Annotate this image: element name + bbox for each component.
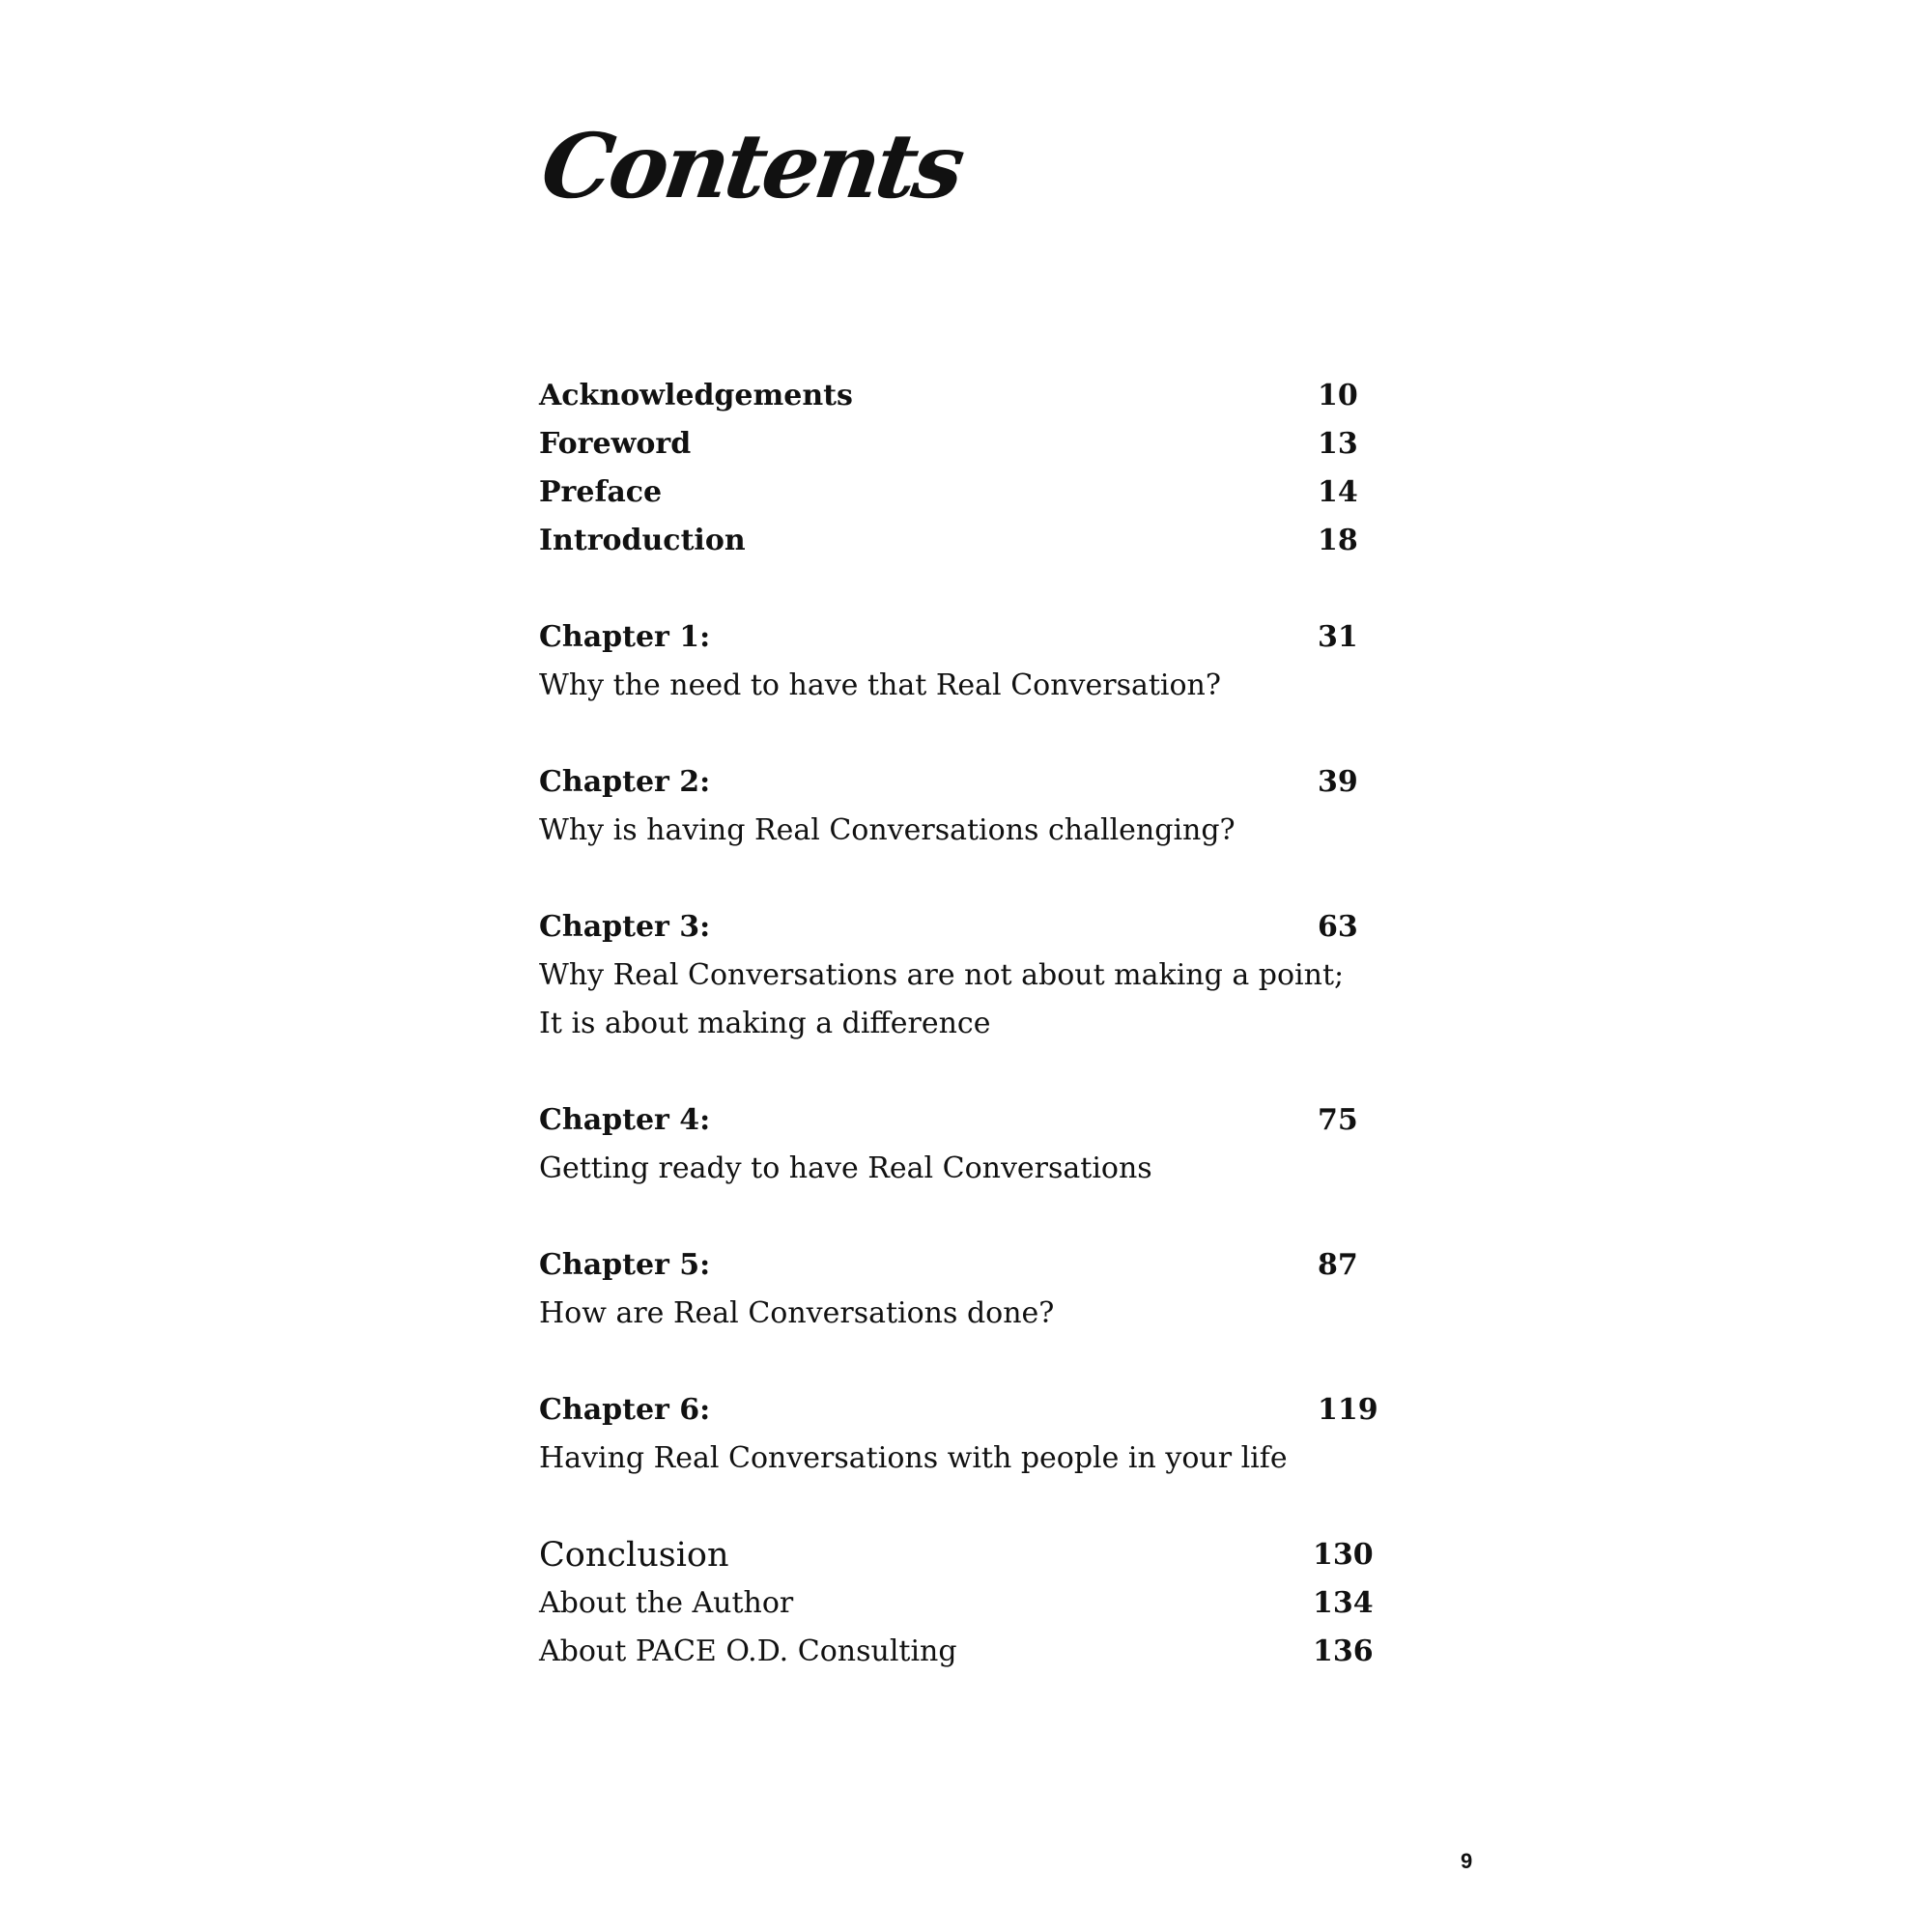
spacer (539, 1483, 1370, 1531)
chapter-title-continued: It is about making a difference (539, 1007, 991, 1040)
page-number: 9 (1461, 1849, 1473, 1873)
toc-entry-page: 130 (1313, 1538, 1374, 1572)
toc-entry-page: 14 (1318, 475, 1358, 509)
chapter-page: 119 (1318, 1393, 1378, 1427)
chapter-title: Why Real Conversations are not about making a point; (539, 958, 1345, 992)
spacer (539, 1338, 1370, 1386)
spacer (539, 1048, 1370, 1096)
toc-entry-label: Acknowledgements (539, 379, 853, 412)
toc-entry-page: 13 (1318, 427, 1358, 461)
toc-entry-label: Conclusion (539, 1536, 729, 1575)
chapter-page: 39 (1318, 765, 1358, 799)
toc-entry-chapter-2 (539, 758, 1370, 807)
toc-entry-foreword (539, 420, 1370, 469)
spacer (539, 855, 1370, 903)
toc-entry-about-author (539, 1579, 1374, 1628)
chapter-title: How are Real Conversations done? (539, 1296, 1055, 1330)
toc-entry-label: About the Author (539, 1586, 794, 1620)
toc-entry-about-pace (539, 1628, 1374, 1676)
toc-entry-label: Preface (539, 475, 663, 509)
toc-entry-label: Introduction (539, 524, 746, 557)
toc-entry-acknowledgements (539, 372, 1370, 420)
chapter-page: 63 (1318, 910, 1358, 944)
chapter-page: 31 (1318, 620, 1358, 654)
table-of-contents (539, 372, 1378, 1676)
chapter-title: Having Real Conversations with people in your life (539, 1441, 1288, 1475)
toc-entry-page: 136 (1313, 1634, 1374, 1668)
toc-entry-chapter-5 (539, 1241, 1370, 1290)
toc-entry-preface (539, 469, 1370, 517)
chapter-title: Why the need to have that Real Conversation? (539, 668, 1221, 702)
spacer (539, 565, 1370, 613)
toc-entry-introduction (539, 517, 1370, 565)
spacer (539, 1193, 1370, 1241)
toc-entry-label: Foreword (539, 427, 692, 461)
chapter-label: Chapter 2: (539, 765, 711, 799)
chapter-label: Chapter 3: (539, 910, 711, 944)
toc-entry-page: 134 (1313, 1586, 1374, 1620)
toc-entry-page: 18 (1318, 524, 1358, 557)
chapter-label: Chapter 1: (539, 620, 711, 654)
chapter-label: Chapter 6: (539, 1393, 711, 1427)
toc-entry-conclusion (539, 1531, 1374, 1579)
toc-entry-chapter-3 (539, 903, 1370, 952)
spacer (539, 710, 1370, 758)
toc-entry-label: About PACE O.D. Consulting (539, 1634, 957, 1668)
chapter-page: 87 (1318, 1248, 1358, 1282)
chapter-page: 75 (1318, 1103, 1358, 1137)
chapter-title: Getting ready to have Real Conversations (539, 1151, 1152, 1185)
contents-title: Contents (535, 114, 968, 218)
chapter-label: Chapter 4: (539, 1103, 711, 1137)
chapter-title: Why is having Real Conversations challenging? (539, 813, 1236, 847)
toc-entry-chapter-4 (539, 1096, 1370, 1145)
toc-entry-page: 10 (1318, 379, 1358, 412)
toc-entry-chapter-1 (539, 613, 1370, 662)
toc-entry-chapter-6 (539, 1386, 1378, 1435)
chapter-label: Chapter 5: (539, 1248, 711, 1282)
